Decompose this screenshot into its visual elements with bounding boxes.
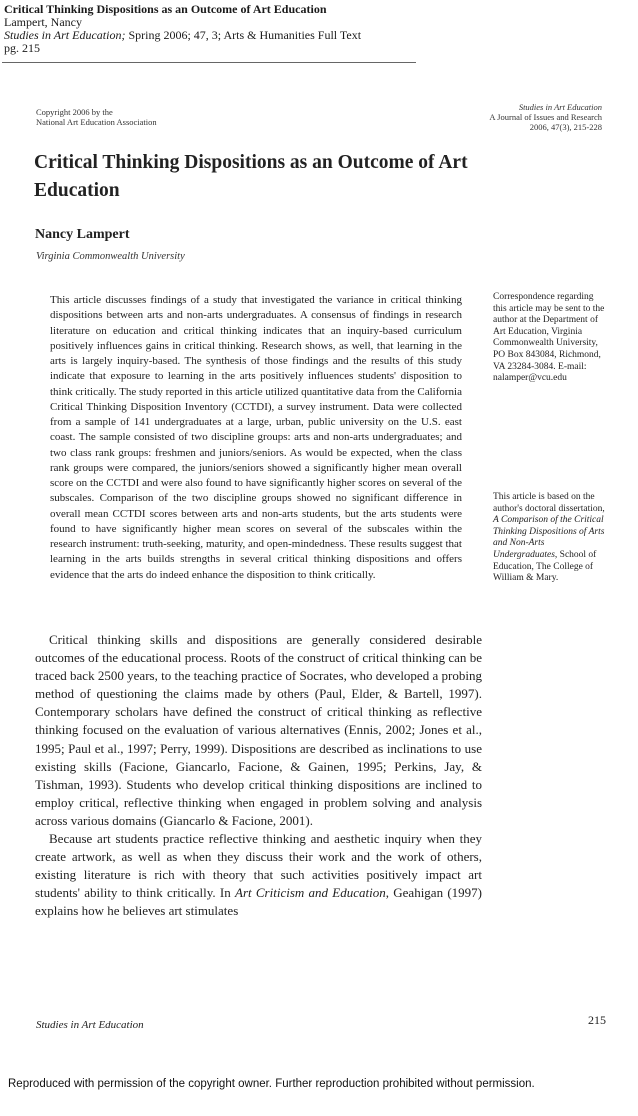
copyright-notice [36,107,157,127]
body-paragraph-1: Critical thinking skills and dispositions are generally considered desirable outcomes of the educational process. Roots of the construct of critical thinking can be traced back 2500 years, to the teaching practice of Socrates, who developed a probing method of questioning the claims made by others (Paul, Elder, & Bartell, 1997). Contemporary scholars have defined the construct of critical thinking as reflective thinking focused on the evaluation of various alternatives (Ennis, 2002; Jones et al., 1995; Paul et al., 1997; Perry, 1999). Dispositions are described as inclinations to use existing skills (Facione, Giancarlo, Facione, & Gainen, 1995; Perkins, Jay, & Tishman, 1993). Students who develop critical thinking dispositions are inclined to employ critical, reflective thinking when engaged in problem solving and analysis across various domains (Giancarlo & Facione, 2001). [35,632,482,828]
header-title: Critical Thinking Dispositions as an Outcome of Art Education [4,2,327,16]
header-page: pg. 215 [4,41,40,55]
journal-subtitle: A Journal of Issues and Research [489,112,602,122]
page-number: 215 [588,1013,606,1027]
journal-info [489,102,602,132]
sidenote-dissertation [493,492,605,585]
body-paragraph-2 [35,830,482,920]
article-title: Critical Thinking Dispositions as an Outcome of Art Education [34,152,468,201]
abstract: This article discusses findings of a study that investigated the variance in critical thinking dispositions between arts and non-arts undergraduates. A consensus of findings in research literature on education and critical thinking indicates that an inquiry-based curriculum positively influences gains in critical thinking. Research shows, as well, that learning in the arts is largely inquiry-based. The synthesis of those findings and the results of this study indicate that exposure to learning in the arts positively influences students' disposition to think critically. The study reported in this article utilized quantitative data from the California Critical Thinking Disposition Inventory (CCTDI), a survey instrument. Data were collected from a sample of 141 undergraduates at a large, urban, public university on the U.S. east coast. The sample consisted of two discipline groups: arts and non-arts undergraduates; and two class rank groups: freshmen and juniors/seniors. As would be expected, when the class rank groups were compared, the juniors/seniors showed a significantly higher mean overall score on the CCTDI and were also found to have significantly higher scores on several of the subscales. Comparison of the two discipline groups showed no significant difference in overall mean CCTDI scores between arts and non-arts students, but the arts students were found to have significantly higher mean scores on several of the subscales within the research instrument: truth-seeking, maturity, and open-mindedness. These results suggest that learning in the arts builds strengths in several critical thinking dispositions and offers evidence that the arts do indeed enhance the disposition to think critically. [50,294,462,581]
footer-journal: Studies in Art Education [36,1019,144,1031]
article-affiliation: Virginia Commonwealth University [36,251,185,262]
header-source-details: Spring 2006; 47, 3; Arts & Humanities Full Text [125,28,362,42]
header-author: Lampert, Nancy [4,15,82,29]
header-source-journal: Studies in Art Education; [4,28,126,42]
journal-name: Studies in Art Education [518,102,602,112]
sidenote-dissertation-suffix: , School of Education, The College of William & Mary. [493,549,597,584]
header-divider [2,62,416,63]
body-paragraph-2-start: Because art students practice reflective thinking and aesthetic inquiry when they create artwork, as well as when they discuss their work and the work of others, existing literature is rich with theory that such activities positively impact art students' ability to think critically. In [35,831,482,901]
reproduction-notice: Reproduced with permission of the copyright owner. Further reproduction prohibited without permission. [8,1078,535,1090]
sidenote-dissertation-title: A Comparison of the Critical Thinking Dispositions of Arts and Non-Arts Undergraduates [493,515,605,560]
sidenote-correspondence: Correspondence regarding this article may be sent to the author at the Department of Art Education, Virginia Commonwealth University, PO Box 843084, Richmond, VA 23284-3084. E-mail: nalamper@vcu.edu [493,292,605,384]
header-source [4,29,624,42]
body-paragraph-2-end: , Geahigan (1997) explains how he believes art stimulates [35,885,482,919]
journal-citation: 2006, 47(3), 215-228 [529,122,602,132]
sidenote-dissertation-prefix: This article is based on the author's doctoral dissertation, [493,492,605,514]
article-author: Nancy Lampert [35,227,130,242]
body-text [35,631,482,921]
copyright-line-2: National Art Education Association [36,117,157,127]
document-header [4,3,624,55]
book-title: Art Criticism and Education [235,885,386,901]
copyright-line-1: Copyright 2006 by the [36,107,113,117]
